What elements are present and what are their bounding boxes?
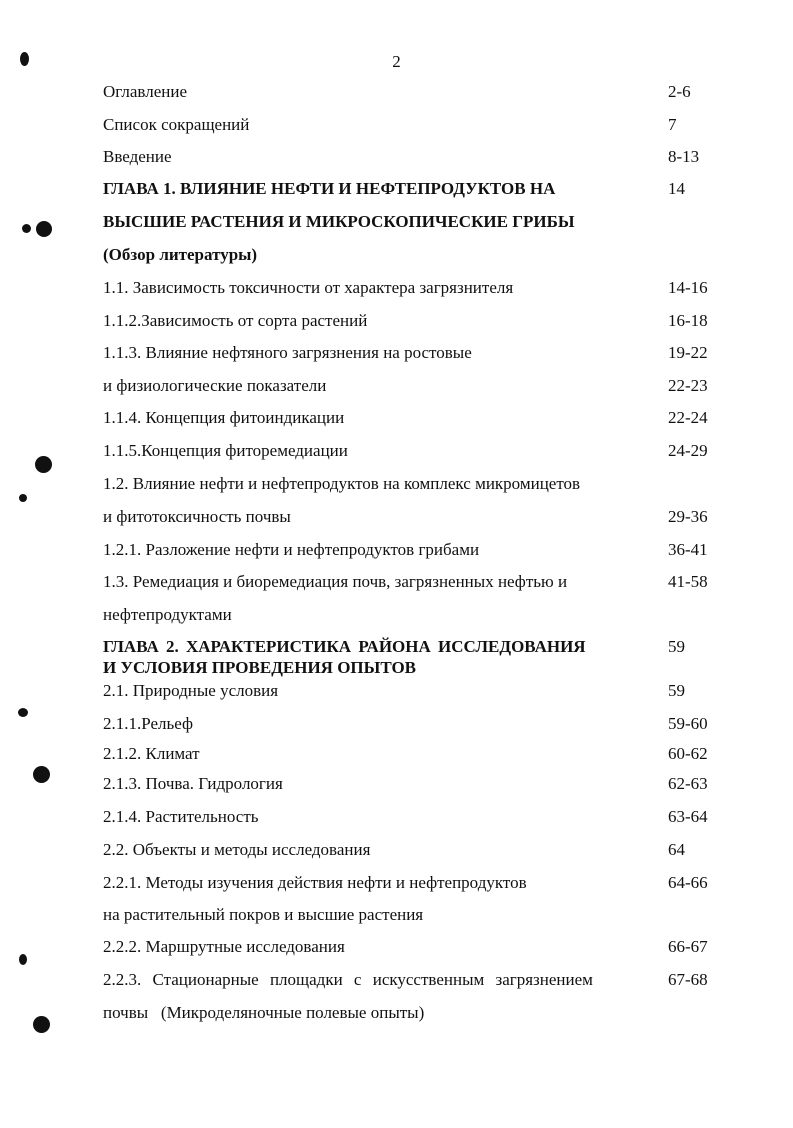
toc-entry-title: почвы (Микроделяночные полевые опыты) — [103, 1003, 425, 1022]
toc-entry-page: 8-13 — [668, 147, 700, 166]
toc-entry-title: 1.1. Зависимость токсичности от характера загрязнителя — [103, 278, 514, 297]
punch-hole-mark — [19, 494, 27, 502]
toc-entry-title: 2.2.2. Маршрутные исследования — [103, 937, 345, 956]
toc-entry-title: 2.2. Объекты и методы исследования — [103, 840, 371, 859]
toc-entry-page: 64 — [668, 840, 685, 859]
toc-entry-page: 29-36 — [668, 507, 708, 526]
toc-entry-title: 1.2.1. Разложение нефти и нефтепродуктов грибами — [103, 540, 480, 559]
toc-entry-page: 67-68 — [668, 970, 708, 989]
toc-entry-page: 59 — [668, 681, 685, 700]
toc-entry-title: ГЛАВА 1. ВЛИЯНИЕ НЕФТИ И НЕФТЕПРОДУКТОВ НА — [103, 179, 556, 198]
toc-entry-title: (Обзор литературы) — [103, 245, 258, 264]
punch-hole-mark — [18, 708, 28, 717]
toc-entry-title: 1.3. Ремедиация и биоремедиация почв, загрязненных нефтью и — [103, 572, 568, 591]
toc-entry-page: 22-23 — [668, 376, 708, 395]
toc-entry-title: 2.1.4. Растительность — [103, 807, 259, 826]
toc-entry-title: на растительный покров и высшие растения — [103, 905, 424, 924]
toc-entry-page: 22-24 — [668, 408, 708, 427]
toc-entry-page: 41-58 — [668, 572, 708, 591]
toc-entry-title: 1.1.2.Зависимость от сорта растений — [103, 311, 368, 330]
toc-entry-title: Список сокращений — [103, 115, 250, 134]
toc-entry-page: 64-66 — [668, 873, 708, 892]
punch-hole-mark — [22, 224, 31, 233]
toc-entry-title: И УСЛОВИЯ ПРОВЕДЕНИЯ ОПЫТОВ — [103, 658, 417, 677]
punch-hole-mark — [33, 766, 50, 783]
toc-entry-title: Введение — [103, 147, 172, 166]
toc-entry-page: 62-63 — [668, 774, 708, 793]
toc-entry-title: 2.1. Природные условия — [103, 681, 279, 700]
page-number: 2 — [392, 52, 401, 71]
toc-entry-page: 14 — [668, 179, 685, 198]
toc-entry-title: нефтепродуктами — [103, 605, 232, 624]
toc-entry-page: 14-16 — [668, 278, 708, 297]
punch-hole-mark — [19, 954, 27, 965]
toc-entry-page: 63-64 — [668, 807, 708, 826]
toc-entry-page: 2-6 — [668, 82, 691, 101]
toc-entry-title: 1.1.5.Концепция фиторемедиации — [103, 441, 348, 460]
toc-entry-title: ГЛАВА 2. ХАРАКТЕРИСТИКА РАЙОНА ИССЛЕДОВАНИЯ — [103, 637, 586, 656]
punch-hole-mark — [35, 456, 52, 473]
punch-hole-mark — [36, 221, 52, 237]
toc-entry-page: 19-22 — [668, 343, 708, 362]
toc-entry-title: 2.2.1. Методы изучения действия нефти и нефтепродуктов — [103, 873, 527, 892]
toc-entry-title: 1.1.3. Влияние нефтяного загрязнения на ростовые — [103, 343, 472, 362]
toc-entry-page: 59-60 — [668, 714, 708, 733]
punch-hole-mark — [20, 52, 29, 66]
toc-entry-title: ВЫСШИЕ РАСТЕНИЯ И МИКРОСКОПИЧЕСКИЕ ГРИБЫ — [103, 212, 575, 231]
toc-entry-title: 2.1.2. Климат — [103, 744, 200, 763]
toc-entry-page: 7 — [668, 115, 677, 134]
toc-entry-page: 16-18 — [668, 311, 708, 330]
toc-entry-title: 2.1.1.Рельеф — [103, 714, 194, 733]
toc-entry-page: 24-29 — [668, 441, 708, 460]
toc-entry-title: 2.2.3. Стационарные площадки с искусственным загрязнением — [103, 970, 593, 989]
toc-entry-title: 1.1.4. Концепция фитоиндикации — [103, 408, 345, 427]
toc-entry-page: 36-41 — [668, 540, 708, 559]
toc-entry-title: Оглавление — [103, 82, 187, 101]
toc-entry-title: 1.2. Влияние нефти и нефтепродуктов на комплекс микромицетов — [103, 474, 581, 493]
toc-entry-page: 59 — [668, 637, 685, 656]
toc-entry-page: 60-62 — [668, 744, 708, 763]
toc-entry-title: 2.1.3. Почва. Гидрология — [103, 774, 283, 793]
toc-entry-page: 66-67 — [668, 937, 708, 956]
punch-hole-mark — [33, 1016, 50, 1033]
toc-entry-title: и фитотоксичность почвы — [103, 507, 291, 526]
toc-entry-title: и физиологические показатели — [103, 376, 327, 395]
